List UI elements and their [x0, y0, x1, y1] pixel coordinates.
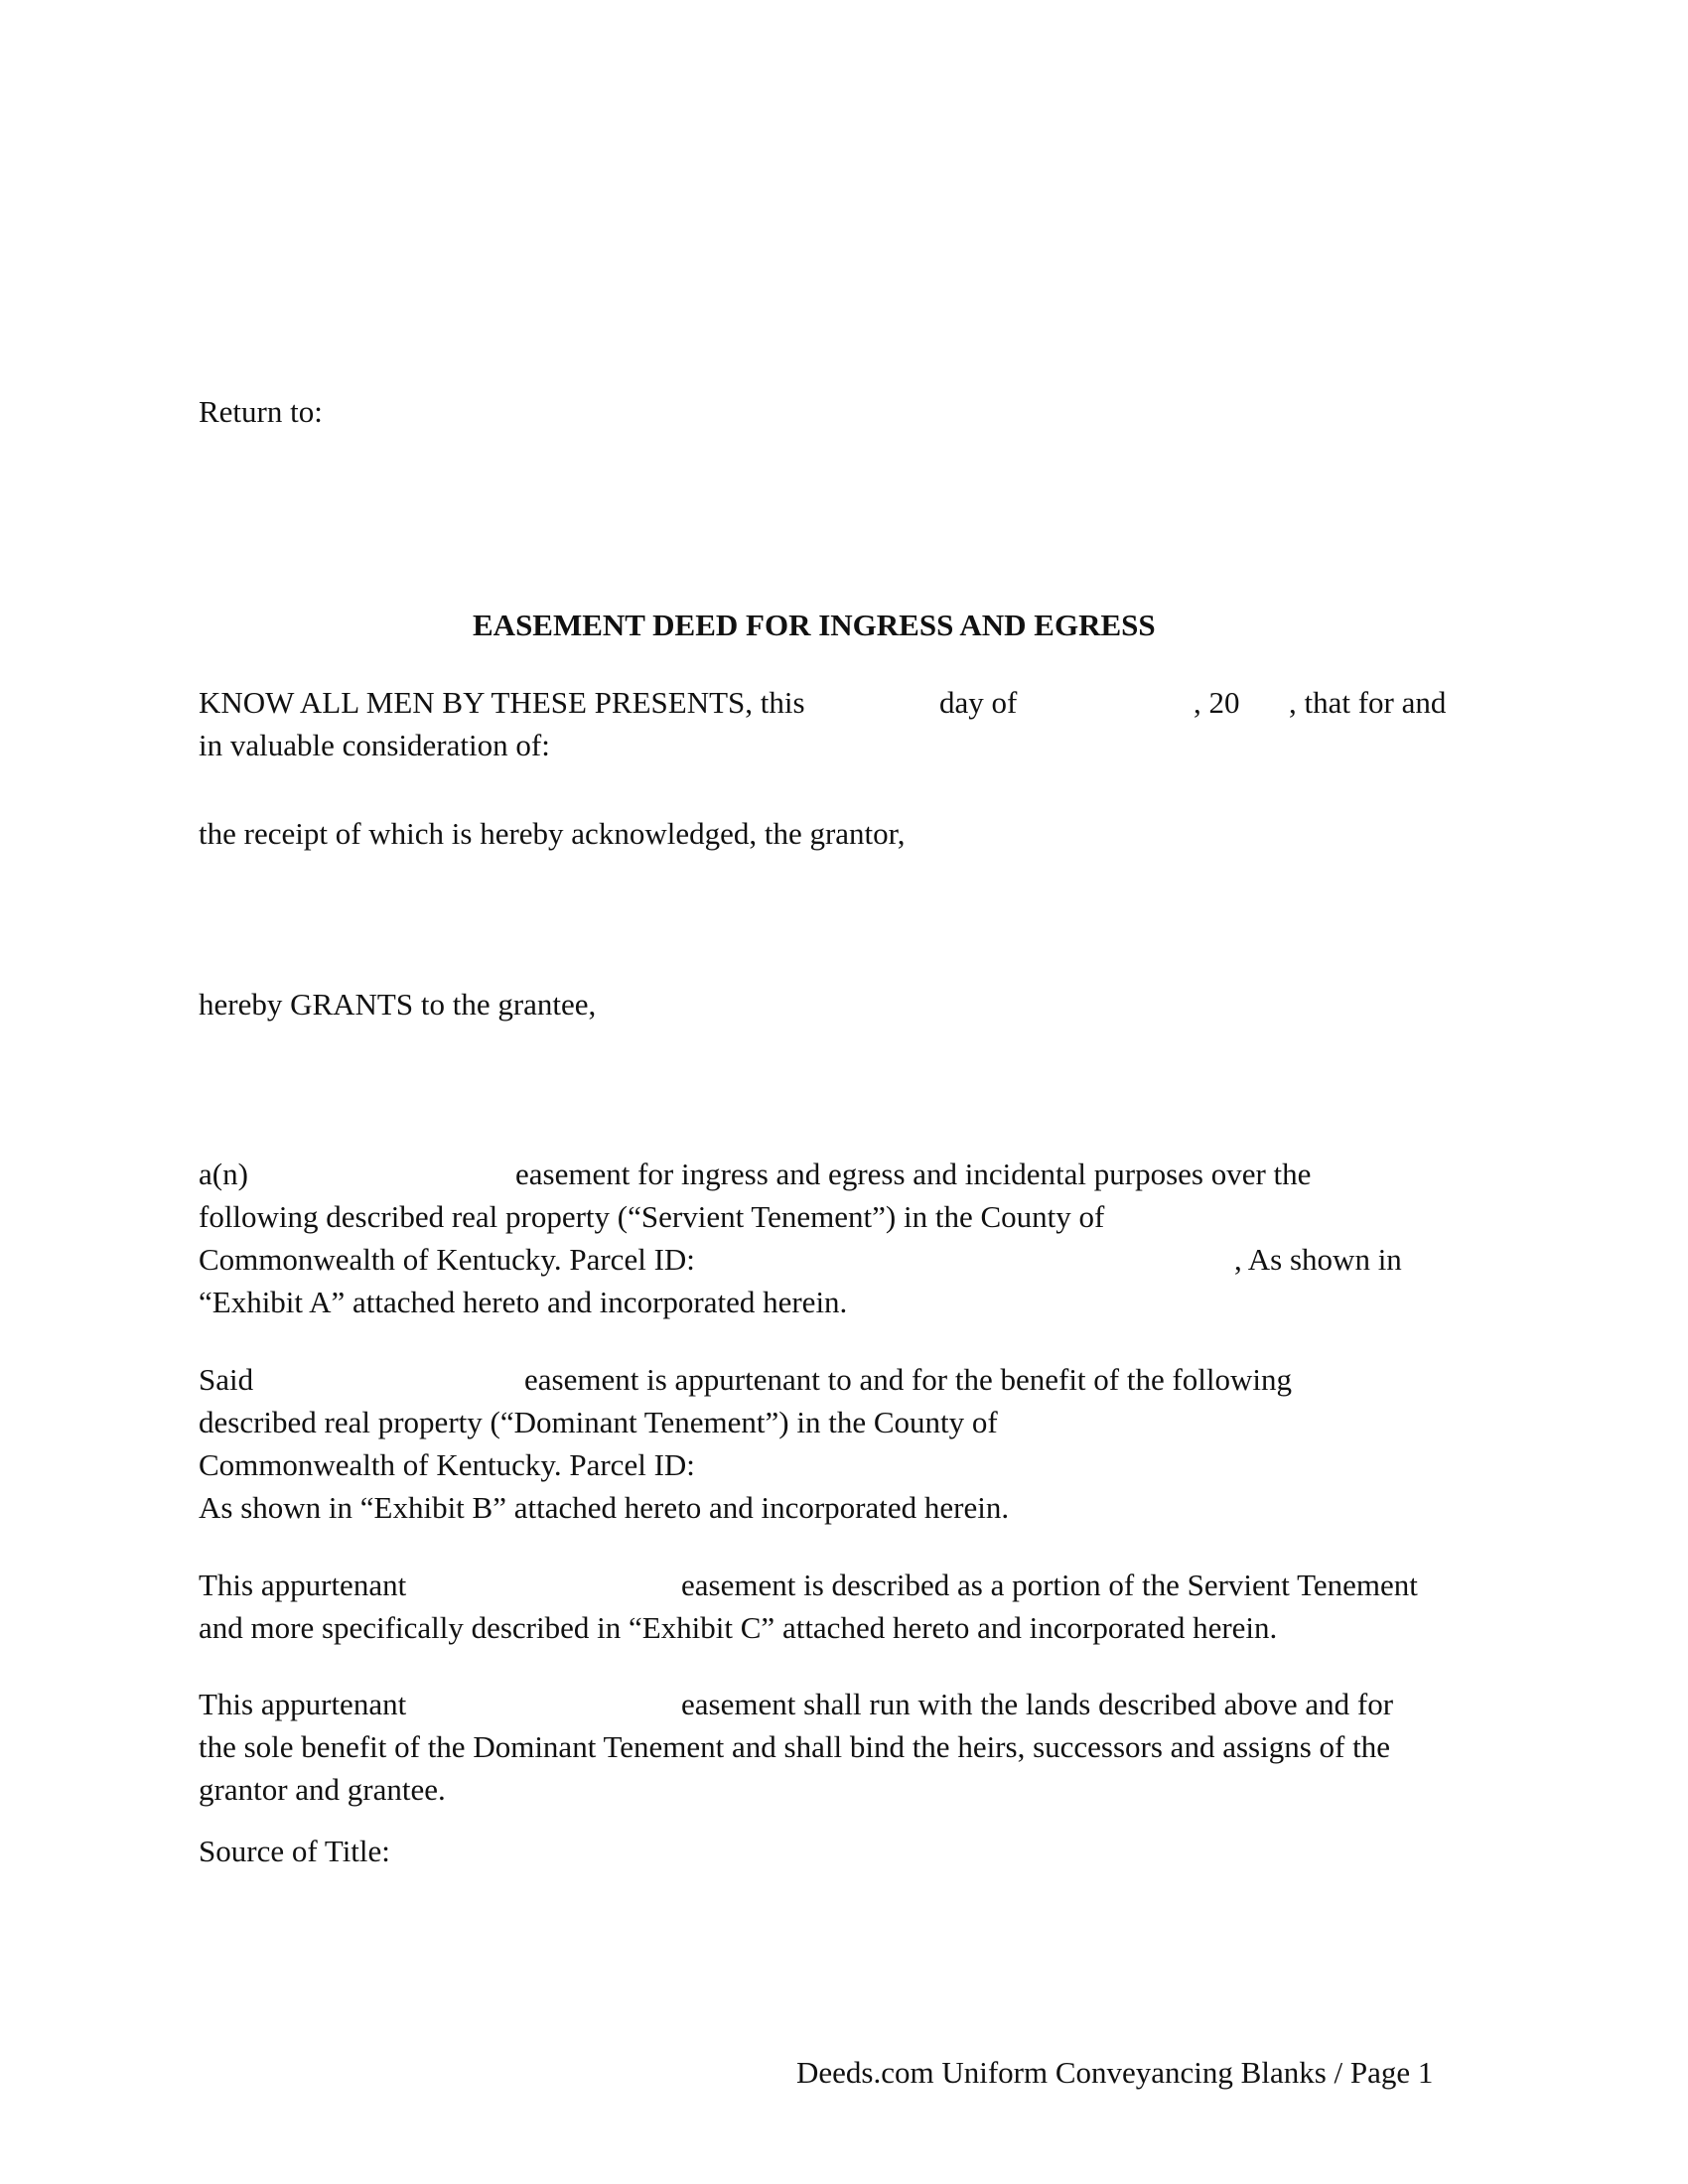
servient-parcel-label: Commonwealth of Kentucky. Parcel ID:	[199, 1242, 695, 1277]
intro-year-prefix: , 20	[1194, 685, 1240, 720]
intro-that-for-and: , that for and	[1289, 685, 1447, 720]
grants-text: hereby GRANTS to the grantee,	[199, 987, 597, 1022]
source-of-title-label: Source of Title:	[199, 1834, 390, 1868]
dominant-exhibit-b: As shown in “Exhibit B” attached hereto and incorporated herein.	[199, 1490, 1010, 1525]
dominant-said: Said	[199, 1362, 254, 1397]
document-title: EASEMENT DEED FOR INGRESS AND EGRESS	[473, 608, 1156, 642]
dominant-line1: easement is appurtenant to and for the benefit of the following	[524, 1362, 1293, 1397]
servient-an: a(n)	[199, 1157, 248, 1191]
run-line2: the sole benefit of the Dominant Tenement and shall bind the heirs, successors and assigns of the	[199, 1729, 1390, 1764]
portion-exhibit-c: and more specifically described in “Exhibit C” attached hereto and incorporated herein.	[199, 1610, 1278, 1645]
return-to-label: Return to:	[199, 394, 323, 429]
dominant-parcel-label: Commonwealth of Kentucky. Parcel ID:	[199, 1447, 695, 1482]
run-this-appurtenant: This appurtenant	[199, 1687, 407, 1721]
run-line3: grantor and grantee.	[199, 1772, 446, 1807]
run-line1: easement shall run with the lands described above and for	[681, 1687, 1394, 1721]
intro-consideration: in valuable consideration of:	[199, 728, 550, 762]
intro-text: KNOW ALL MEN BY THESE PRESENTS, this	[199, 685, 805, 720]
servient-exhibit-a: “Exhibit A” attached hereto and incorporated herein.	[199, 1285, 848, 1319]
page-footer: Deeds.com Uniform Conveyancing Blanks / Page 1	[796, 2055, 1434, 2090]
dominant-line2: described real property (“Dominant Tenement”) in the County of	[199, 1405, 998, 1439]
receipt-text: the receipt of which is hereby acknowledged, the grantor,	[199, 816, 906, 851]
servient-line2: following described real property (“Servient Tenement”) in the County of	[199, 1199, 1105, 1234]
servient-as-shown: , As shown in	[1234, 1242, 1402, 1277]
intro-day-of: day of	[939, 685, 1018, 720]
portion-line1: easement is described as a portion of the Servient Tenement	[681, 1568, 1418, 1602]
servient-line1: easement for ingress and egress and incidental purposes over the	[515, 1157, 1312, 1191]
portion-this-appurtenant: This appurtenant	[199, 1568, 407, 1602]
